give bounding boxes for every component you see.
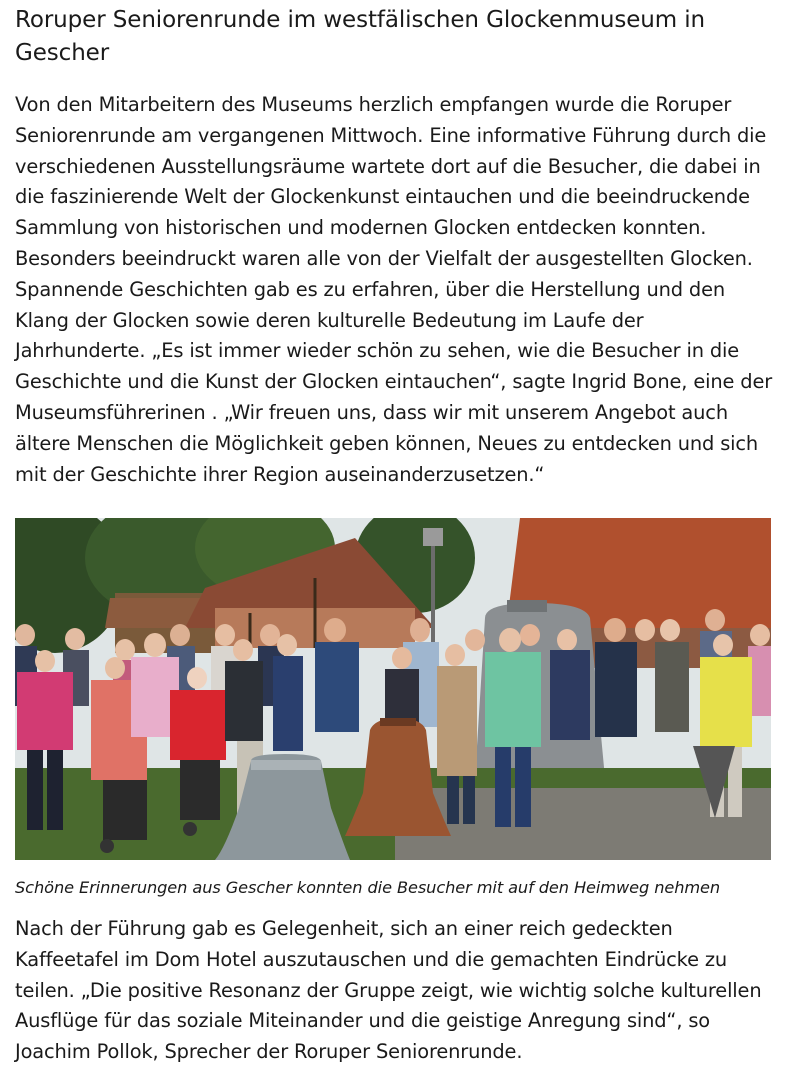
article-title: Roruper Seniorenrunde im westfälischen Glockenmuseum in Gescher (15, 7, 706, 66)
article-paragraph-1: Von den Mitarbeitern des Museums herzlich empfangen wurde die Roruper Seniorenrunde am vergangenen Mittwoch. Eine informative Führung durch die verschiedenen Ausstellungsräume wartete dort auf die Besucher, die dabei in die faszinierende Welt der Glockenkunst eintauchen und die beeindruckende Sammlung von historischen und modernen Glocken entdecken konnten. Besonders beeindruckt waren alle von der Vielfalt der ausgestellten Glocken. Spannende Geschichten gab es zu erfahren, über die Herstellung und den Klang der Glocken sowie deren kulturelle Bedeutung im Laufe der Jahrhunderte. „Es ist immer wieder schön zu sehen, wie die Besucher in die Geschichte und die Kunst der Glocken eintauchen“, sagte Ingrid Bone, eine der Museumsführerinen . „Wir freuen uns, dass wir mit unserem Angebot auch ältere Menschen die Möglichkeit geben können, Neues zu entdecken und sich mit der Geschichte ihrer Region auseinanderzusetzen.“ (15, 93, 773, 486)
article (15, 0, 775, 1064)
photo-caption: Schöne Erinnerungen aus Gescher konnten die Besucher mit auf den Heimweg nehmen (15, 878, 721, 897)
article-paragraph-2: Nach der Führung gab es Gelegenheit, sich an einer reich gedeckten Kaffeetafel im Dom Hotel auszutauschen und die gemachten Eindrücke zu teilen. „Die positive Resonanz der Gruppe zeigt, wie wichtig solche kulturellen Ausflüge für das soziale Miteinander und die geistige Anregung sind“, so Joachim Pollok, Sprecher der Roruper Seniorenrunde. (15, 917, 762, 1064)
group-photo (15, 518, 771, 860)
